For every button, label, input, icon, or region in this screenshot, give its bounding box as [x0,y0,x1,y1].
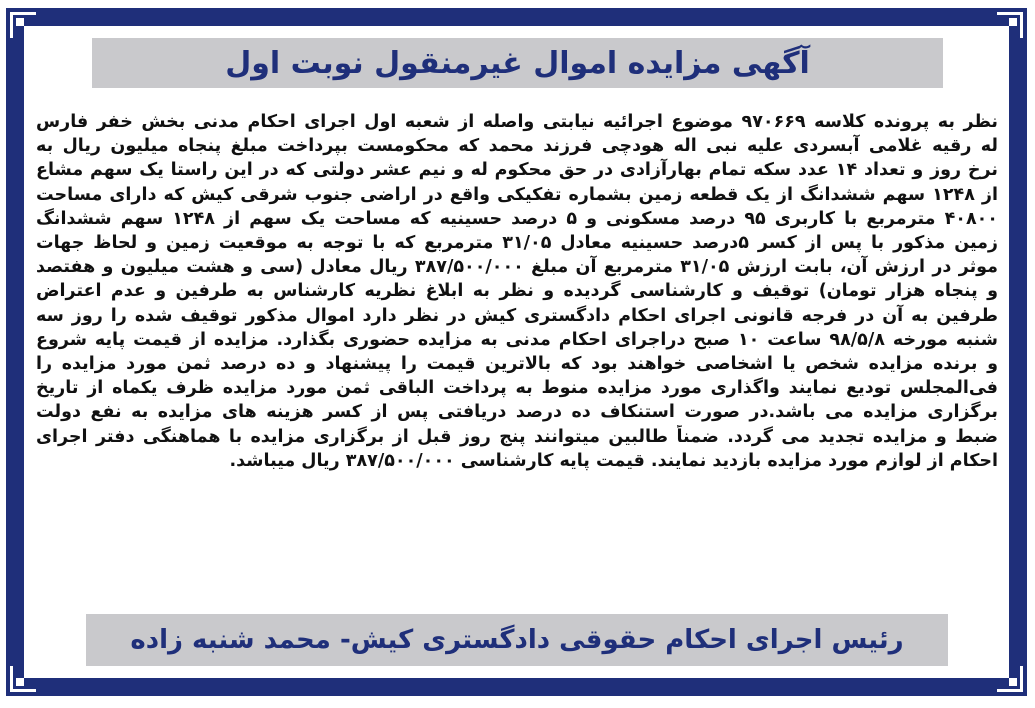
notice-title: آگهی مزایده اموال غیرمنقول نوبت اول [225,45,810,81]
body-line: طرفین به آن در فرجه قانونی اجرای احکام دادگستری کیش در نظر دارد اموال مذکور توقیف شده را روز سه [36,305,998,326]
corner-dot-bottom-left [16,678,24,686]
notice-body [36,110,998,600]
body-line: احکام از لوازم مورد مزایده بازدید نمایند. قیمت پایه کارشناسی ۳۸۷/۵۰۰/۰۰۰ ریال میباشد. [229,450,998,471]
body-line: موثر در ارزش آن، بابت ارزش ۳۱/۰۵ مترمربع آن مبلغ ۳۸۷/۵۰۰/۰۰۰ ریال معادل (سی و هشت میلیون و هفتصد [36,257,998,278]
corner-dot-top-left [16,18,24,26]
body-line: نظر به پرونده کلاسه ۹۷۰۶۶۹ موضوع اجرائیه نیابتی واصله از شعبه اول اجرای احکام مدنی بخش خفر فارس [36,112,998,132]
body-line: نرخ روز و تعداد ۱۴ عدد سکه تمام بهارآزادی در حق محکوم له و نیم عشر دولتی که در این راستا یک سهم مشاع [36,160,998,181]
body-line: و پنجاه هزار تومان) توقیف و کارشناسی گردیده و نظر به ابلاغ نظریه کارشناس به طرفین و عدم اعتراض [36,281,998,302]
signature-text: رئیس اجرای احکام حقوقی دادگستری کیش- محمد شنبه زاده [130,625,904,655]
body-line: و برنده مزایده شخص یا اشخاصی خواهند بود که بالاترین قیمت را پیشنهاد و ده درصد ثمن مورد مزایده را [36,354,998,375]
body-line: له رقیه غلامی آبسردی علیه نبی اله هودچی فرزند محمد که محکومست بپرداخت مبلغ پنجاه میلیون ریال به [36,136,998,157]
body-line: زمین مذکور با پس از کسر ۵درصد حسینیه معادل ۳۱/۰۵ مترمربع که با توجه به موقعیت زمین و لحاظ جهات [36,233,998,254]
body-line: فی‌المجلس تودیع نمایند واگذاری مورد مزایده منوط به پرداخت الباقی ثمن مورد مزایده ظرف یکماه از تاریخ [36,378,998,399]
body-line: از ۱۲۴۸ سهم ششدانگ از یک قطعه زمین بشماره تفکیکی واقع در اراضی جنوب شرقی کیش که دارای مساحت [36,184,998,205]
corner-dot-bottom-right [1009,678,1017,686]
signature-banner [86,614,948,666]
body-line: شنبه مورخه ۹۸/۵/۸ ساعت ۱۰ صبح دراجرای احکام مدنی به مزایده حضوری بگذارد. مزایده از قیمت پایه شروع [36,329,998,350]
title-banner [92,38,943,88]
body-line: ضبط و مزایده تجدید می گردد. ضمناً طالبین میتوانند پنج روز قبل از برگزاری مزایده با هماهنگی دفتر اجرای [36,426,998,447]
body-line: برگزاری مزایده می باشد.در صورت استنکاف ده درصد دریافتی پس از کسر هزینه های مزایده به نفع دولت [36,402,998,423]
body-line: ۴۰۸۰۰ مترمربع با کاربری ۹۵ درصد مسکونی و ۵ درصد حسینیه که مساحت یک سهم از ۱۲۴۸ سهم ششدانگ [36,208,998,229]
corner-dot-top-right [1009,18,1017,26]
